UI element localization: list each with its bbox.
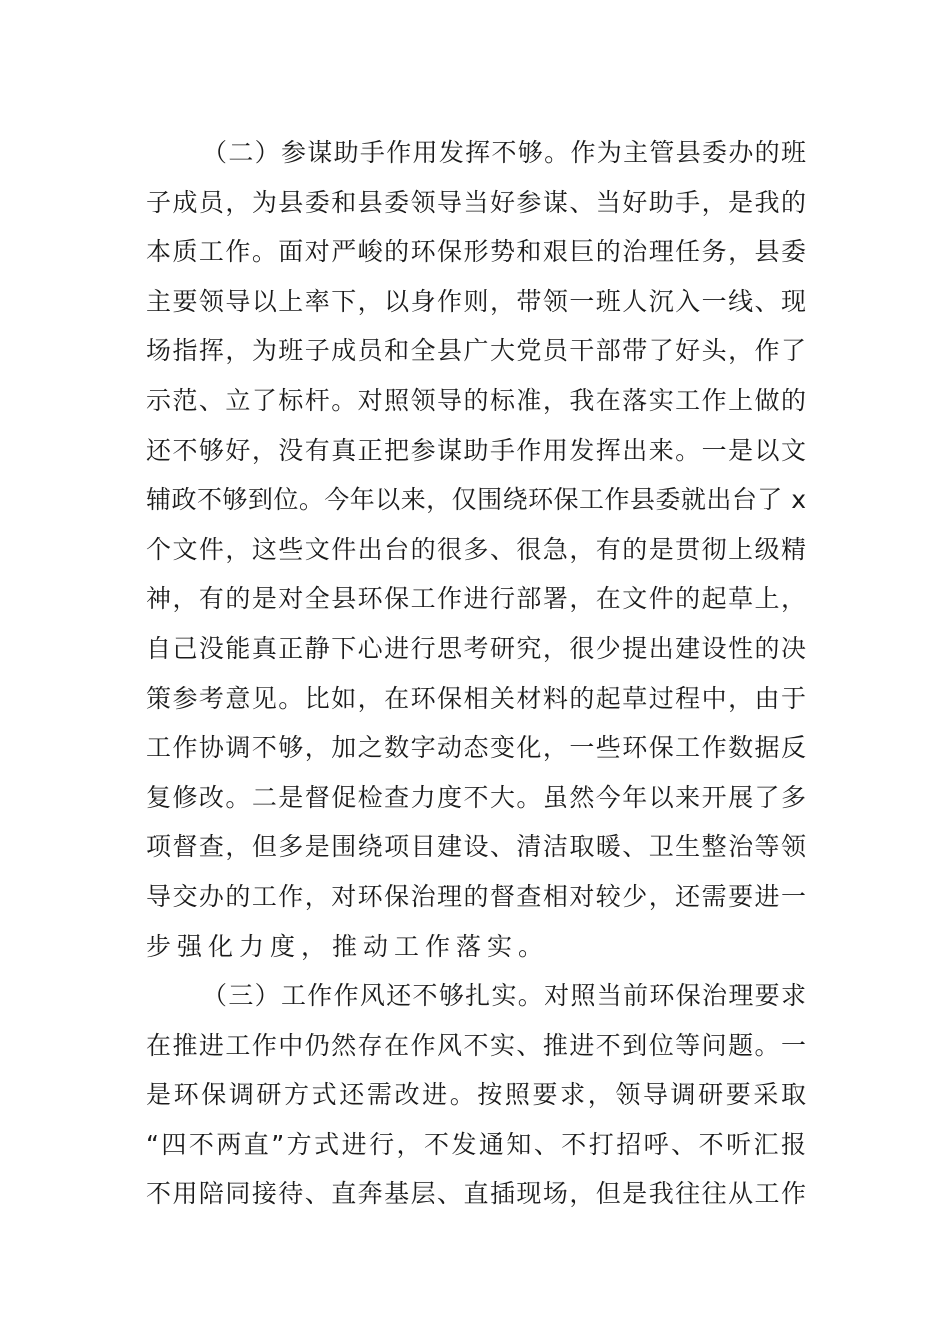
text-line: 个文件，这些文件出台的很多、很急，有的是贯彻上级精	[146, 534, 806, 564]
text-line: 辅政不够到位。今年以来，仅围绕环保工作县委就出台了 x	[146, 485, 806, 515]
paragraph-section-3	[146, 971, 806, 1219]
text-line: 是环保调研方式还需改进。按照要求，领导调研要采取	[146, 1080, 806, 1110]
text-line: 在推进工作中仍然存在作风不实、推进不到位等问题。一	[146, 1030, 806, 1060]
text-line: 本质工作。面对严峻的环保形势和艰巨的治理任务，县委	[146, 237, 806, 267]
text-line: 场指挥，为班子成员和全县广大党员干部带了好头，作了	[146, 336, 806, 366]
document-body	[146, 128, 806, 1219]
text-line: 自己没能真正静下心进行思考研究，很少提出建设性的决	[146, 633, 806, 663]
text-line: 工作协调不够，加之数字动态变化，一些环保工作数据反	[146, 733, 806, 763]
text-line: 复修改。二是督促检查力度不大。虽然今年以来开展了多	[146, 782, 806, 812]
text-line: 策参考意见。比如，在环保相关材料的起草过程中，由于	[146, 683, 806, 713]
text-line: 导交办的工作，对环保治理的督查相对较少，还需要进一	[146, 881, 806, 911]
text-line: “四不两直”方式进行，不发通知、不打招呼、不听汇报	[146, 1129, 806, 1159]
text-line: 步强化力度，推动工作落实。	[146, 931, 550, 961]
text-line: （三）工作作风还不够扎实。对照当前环保治理要求	[202, 981, 806, 1011]
text-line: 主要领导以上率下，以身作则，带领一班人沉入一线、现	[146, 286, 806, 316]
text-line: 项督查，但多是围绕项目建设、清洁取暖、卫生整治等领	[146, 832, 806, 862]
text-line: 子成员，为县委和县委领导当好参谋、当好助手，是我的	[146, 187, 806, 217]
text-line: （二）参谋助手作用发挥不够。作为主管县委办的班	[202, 138, 806, 167]
text-line: 示范、立了标杆。对照领导的标准，我在落实工作上做的	[146, 385, 806, 415]
paragraph-section-2	[146, 128, 806, 971]
text-line: 还不够好，没有真正把参谋助手作用发挥出来。一是以文	[146, 435, 806, 465]
text-line: 神，有的是对全县环保工作进行部署，在文件的起草上，	[146, 584, 806, 614]
text-line: 不用陪同接待、直奔基层、直插现场，但是我往往从工作	[146, 1179, 806, 1209]
